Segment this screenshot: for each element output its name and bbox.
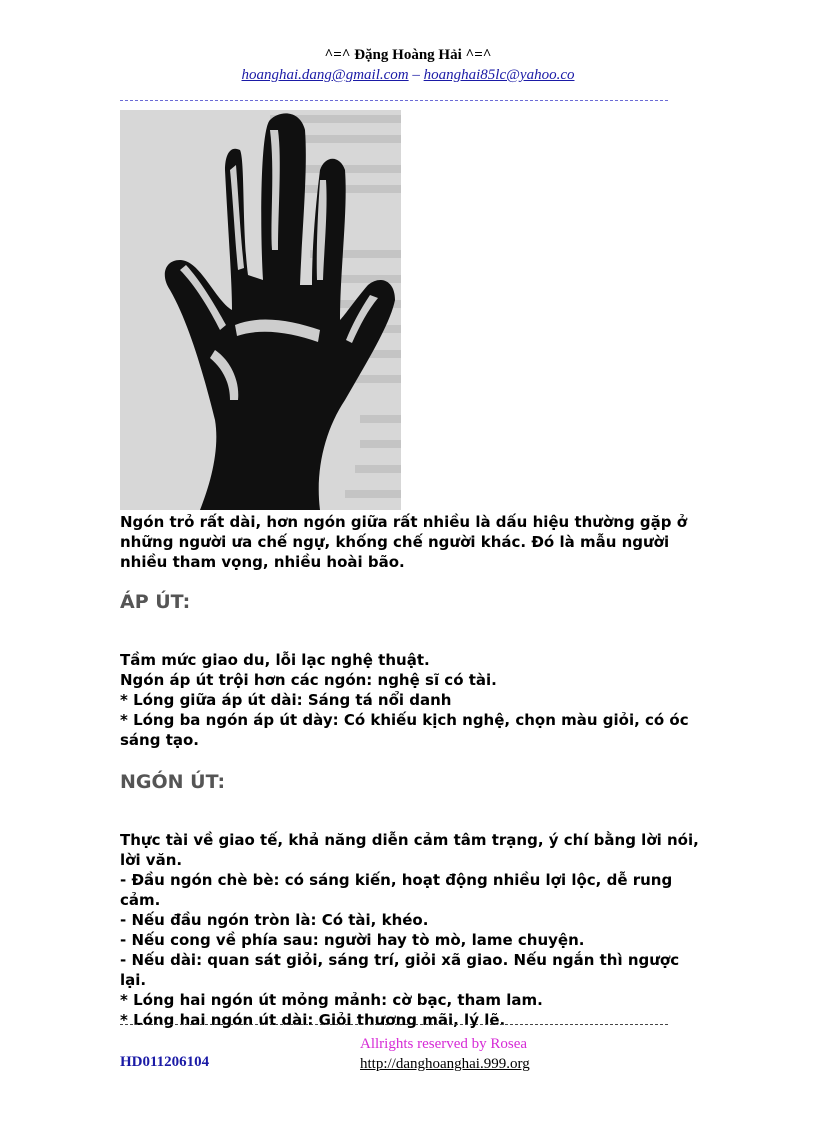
- list-item: - Nếu dài: quan sát giỏi, sáng trí, giỏi xã giao. Nếu ngắn thì ngược lại.: [120, 951, 680, 989]
- footer-divider: [120, 1024, 668, 1025]
- document-id: HD011206104: [120, 1054, 210, 1070]
- email-link-gmail[interactable]: hoanghai.dang@gmail.com: [241, 67, 409, 83]
- contact-links: [0, 65, 816, 85]
- list-item: * Lóng ba ngón áp út dày: Có khiếu kịch nghệ, chọn màu giỏi, có óc sáng tạo.: [120, 711, 689, 749]
- rights-text: Allrights reserved by Rosea: [360, 1036, 528, 1052]
- section-ngon-ut-body: [120, 830, 710, 1030]
- list-item: - Đầu ngón chè bè: có sáng kiến, hoạt động nhiều lợi lộc, dễ rung cảm.: [120, 871, 673, 909]
- list-item: * Lóng giữa áp út dài: Sáng tá nổi danh: [120, 691, 452, 709]
- author-title: ^=^ Đặng Hoàng Hải ^=^: [324, 47, 492, 63]
- section-heading-ap-ut: ÁP ÚT:: [120, 591, 191, 613]
- section-heading-ngon-ut: NGÓN ÚT:: [120, 771, 226, 793]
- main-content: [120, 512, 710, 1030]
- list-item: Ngón áp út trội hơn các ngón: nghệ sĩ có tài.: [120, 671, 497, 689]
- email-link-yahoo[interactable]: hoanghai85lc@yahoo.co: [423, 67, 575, 83]
- list-item: * Lóng hai ngón út dài: Giỏi thương mãi, lý lẽ.: [120, 1011, 506, 1029]
- footer-credits: [360, 1034, 530, 1074]
- section-ap-ut-body: [120, 650, 710, 750]
- list-item: Tầm mức giao du, lỗi lạc nghệ thuật.: [120, 651, 430, 669]
- website-link[interactable]: http://danghoanghai.999.org: [360, 1056, 530, 1072]
- header-divider: [120, 100, 668, 101]
- email-separator: –: [412, 67, 420, 83]
- list-item: - Nếu đầu ngón tròn là: Có tài, khéo.: [120, 911, 429, 929]
- list-item: * Lóng hai ngón út mỏng mảnh: cờ bạc, tham lam.: [120, 991, 543, 1009]
- intro-paragraph: Ngón trỏ rất dài, hơn ngón giữa rất nhiều là dấu hiệu thường gặp ở những người ưa chế ngự, khống chế người khác. Đó là mẫu người nhiều tham vọng, nhiều hoài bão.: [120, 513, 688, 571]
- list-item: - Nếu cong về phía sau: người hay tò mò, lame chuyện.: [120, 931, 585, 949]
- list-item: Thực tài về giao tế, khả năng diễn cảm tâm trạng, ý chí bằng lời nói, lời văn.: [120, 831, 699, 869]
- page-header: [0, 45, 816, 85]
- hand-print-image: [120, 110, 401, 510]
